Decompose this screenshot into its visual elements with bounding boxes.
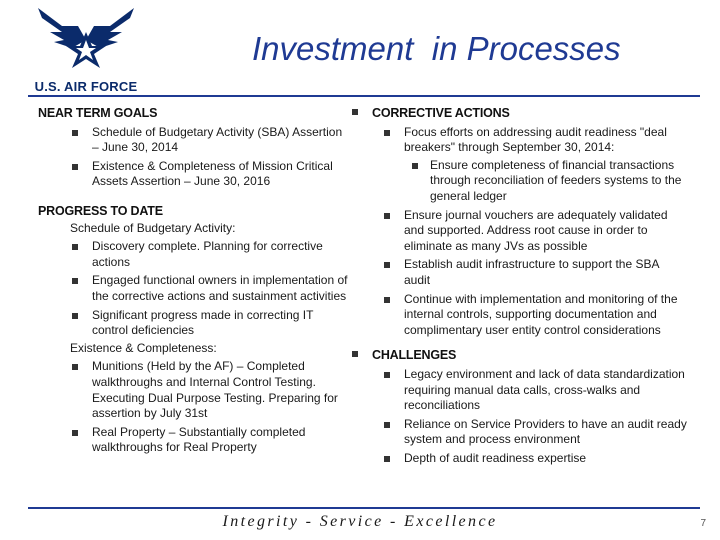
list-item-text: Ensure journal vouchers are adequately validated and supported. Address root cause in order to eliminate as many JVs as possible	[404, 207, 668, 253]
list-item-text: Establish audit infrastructure to support the SBA audit	[404, 257, 659, 287]
title-divider	[28, 95, 700, 97]
air-force-wings-icon	[32, 4, 140, 80]
bullet-icon	[384, 213, 390, 219]
page-number: 7	[700, 518, 706, 529]
bullet-icon	[412, 163, 418, 169]
logo-text: U.S. AIR FORCE	[34, 79, 138, 94]
left-column	[38, 106, 352, 456]
list-item	[38, 125, 352, 156]
list-item	[38, 273, 352, 304]
bullet-icon	[72, 313, 78, 319]
footer-motto: Integrity - Service - Excellence	[222, 513, 498, 530]
near-term-goals-heading: NEAR TERM GOALS	[38, 106, 158, 120]
list-item-text: Depth of audit readiness expertise	[404, 450, 587, 465]
list-item-text: Continue with implementation and monitoring of the internal controls, supporting documentation and complimentary user entity control considerations	[404, 291, 678, 337]
challenges-heading: CHALLENGES	[372, 348, 457, 363]
bullet-icon	[384, 130, 390, 136]
list-item	[358, 367, 688, 414]
bullet-icon	[384, 262, 390, 268]
right-column	[358, 106, 688, 466]
list-item	[38, 425, 352, 456]
list-item	[38, 159, 352, 190]
list-item-text: Real Property – Substantially completed walkthroughs for Real Property	[92, 424, 306, 455]
air-force-logo	[32, 4, 140, 96]
sba-label: Schedule of Budgetary Activity:	[70, 220, 236, 235]
ec-label: Existence & Completeness:	[70, 340, 217, 355]
corrective-actions-section	[358, 106, 688, 122]
progress-heading: PROGRESS TO DATE	[38, 203, 163, 218]
list-item-text: Schedule of Budgetary Activity (SBA) Assertion – June 30, 2014	[92, 124, 343, 155]
bullet-icon	[384, 297, 390, 303]
bullet-icon	[72, 278, 78, 284]
challenges-section	[358, 348, 688, 364]
page-title: Investment in Processes	[252, 30, 621, 67]
footer-divider	[28, 507, 700, 509]
list-item	[358, 257, 688, 288]
bullet-icon	[384, 456, 390, 462]
bullet-icon	[72, 244, 78, 250]
list-item-text: Significant progress made in correcting IT control deficiencies	[92, 307, 314, 338]
list-item-text: Legacy environment and lack of data standardization requiring manual data calls, cross-walks and reconciliations	[404, 366, 685, 413]
bullet-icon	[72, 430, 78, 436]
list-item	[38, 359, 352, 421]
list-item	[358, 158, 688, 205]
list-item-text: Discovery complete. Planning for corrective actions	[92, 239, 323, 269]
bullet-icon	[352, 109, 358, 115]
list-item-text: Focus efforts on addressing audit readiness "deal breakers" through September 30, 2014:	[404, 124, 667, 155]
list-item	[38, 308, 352, 339]
list-item-text: Ensure completeness of financial transactions through reconciliation of feeders systems to the general ledger	[430, 157, 682, 203]
bullet-icon	[72, 130, 78, 136]
list-item	[358, 417, 688, 448]
bullet-icon	[72, 164, 78, 170]
bullet-icon	[352, 351, 358, 357]
list-item	[358, 208, 688, 255]
list-item	[358, 451, 688, 467]
list-item-text: Munitions (Held by the AF) – Completed walkthroughs and Internal Control Testing. Executing Dual Purpose Testing. Preparing for assertion by July 31st	[92, 359, 338, 421]
list-item	[38, 239, 352, 270]
list-item-text: Reliance on Service Providers to have an audit ready system and process environment	[404, 416, 687, 447]
list-item	[358, 292, 688, 339]
bullet-icon	[384, 372, 390, 378]
bullet-icon	[384, 422, 390, 428]
list-item-text: Existence & Completeness of Mission Critical Assets Assertion – June 30, 2016	[92, 158, 333, 189]
list-item	[358, 125, 688, 156]
bullet-icon	[72, 364, 78, 370]
list-item-text: Engaged functional owners in implementation of the corrective actions and sustainment activities	[92, 273, 348, 303]
corrective-actions-heading: CORRECTIVE ACTIONS	[372, 106, 510, 120]
